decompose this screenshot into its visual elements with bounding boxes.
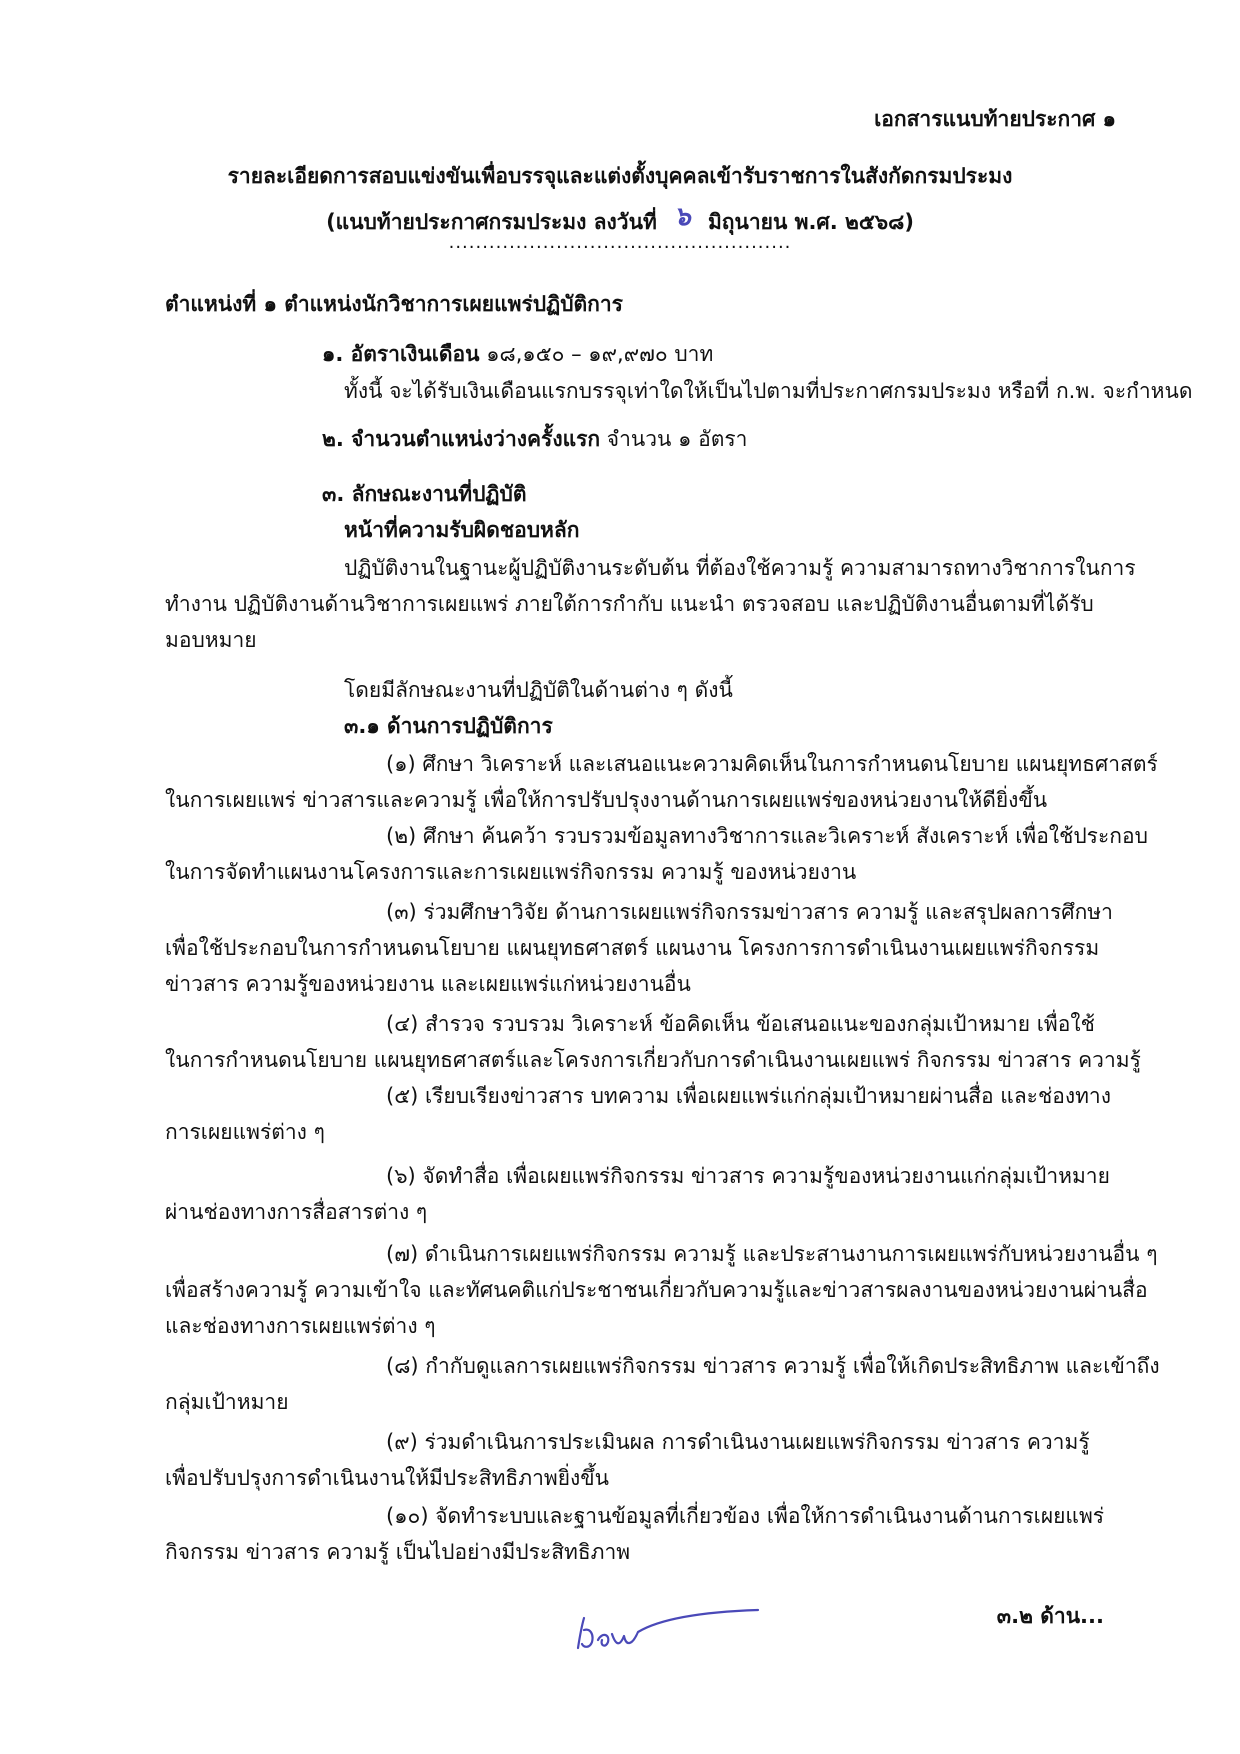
subtitle-prefix: (แนบท้ายประกาศกรมประมง ลงวันที่ [326,210,657,234]
salary-note: ทั้งนี้ จะได้รับเงินเดือนแรกบรรจุเท่าใดให้เป็นไปตามที่ประกาศกรมประมง หรือที่ ก.พ. จะกำหนด [344,379,1193,403]
duty-subheading: หน้าที่ความรับผิดชอบหลัก [344,518,580,542]
salary-value: ๑๘,๑๕๐ – ๑๙,๙๗๐ บาท [486,342,714,366]
item-first-line: (๑๐) จัดทำระบบและฐานข้อมูลที่เกี่ยวข้อง เพื่อให้การดำเนินงานด้านการเผยแพร่ [386,1504,1105,1528]
signature-initials [568,1590,768,1660]
position-heading: ตำแหน่งที่ ๑ ตำแหน่งนักวิชาการเผยแพร่ปฏิบัติการ [165,292,623,316]
vacancy-value: จำนวน ๑ อัตรา [606,427,748,451]
item-cont-line: ในการกำหนดนโยบาย แผนยุทธศาสตร์และโครงการเกี่ยวกับการดำเนินงานเผยแพร่ กิจกรรม ข่าวสาร ความรู้ [165,1048,1141,1072]
item-cont-line: ในการจัดทำแผนงานโครงการและการเผยแพร่กิจกรรม ความรู้ ของหน่วยงาน [165,860,857,884]
item-first-line: (๕) เรียบเรียงข่าวสาร บทความ เพื่อเผยแพร่แก่กลุ่มเป้าหมายผ่านสื่อ และช่องทาง [386,1084,1111,1108]
duty-para-line3: มอบหมาย [165,628,257,652]
item-first-line: (๒) ศึกษา ค้นคว้า รวบรวมข้อมูลทางวิชาการและวิเคราะห์ สังเคราะห์ เพื่อใช้ประกอบ [386,824,1148,848]
separator-dots: ................................................... [448,232,792,253]
item-cont-line: และช่องทางการเผยแพร่ต่าง ๆ [165,1314,436,1338]
item-first-line: (๖) จัดทำสื่อ เพื่อเผยแพร่กิจกรรม ข่าวสาร ความรู้ของหน่วยงานแก่กลุ่มเป้าหมาย [386,1164,1110,1188]
item-cont-line: กิจกรรม ข่าวสาร ความรู้ เป็นไปอย่างมีประสิทธิภาพ [165,1540,631,1564]
area-heading: ๓.๑ ด้านการปฏิบัติการ [344,714,553,738]
item-cont-line: เพื่อใช้ประกอบในการกำหนดนโยบาย แผนยุทธศาสตร์ แผนงาน โครงการการดำเนินงานเผยแพร่กิจกรรม [165,936,1100,960]
item-first-line: (๘) กำกับดูแลการเผยแพร่กิจกรรม ข่าวสาร ความรู้ เพื่อให้เกิดประสิทธิภาพ และเข้าถึง [386,1354,1160,1378]
item-cont-line: กลุ่มเป้าหมาย [165,1390,289,1414]
item-cont-line: ผ่านช่องทางการสื่อสารต่าง ๆ [165,1200,428,1224]
duty-para-line1: ปฏิบัติงานในฐานะผู้ปฏิบัติงานระดับต้น ที่ต้องใช้ความรู้ ความสามารถทางวิชาการในการ [344,556,1136,580]
duty-heading: ๓. ลักษณะงานที่ปฏิบัติ [322,482,527,506]
item-cont-line: ในการเผยแพร่ ข่าวสารและความรู้ เพื่อให้การปรับปรุงงานด้านการเผยแพร่ของหน่วยงานให้ดียิ่งขึ้น [165,788,1048,812]
item-first-line: (๑) ศึกษา วิเคราะห์ และเสนอแนะความคิดเห็นในการกำหนดนโยบาย แผนยุทธศาสตร์ [386,752,1158,776]
item-first-line: (๓) ร่วมศึกษาวิจัย ด้านการเผยแพร่กิจกรรมข่าวสาร ความรู้ และสรุปผลการศึกษา [386,900,1113,924]
item-cont-line: การเผยแพร่ต่าง ๆ [165,1120,325,1144]
vacancy-label: ๒. จำนวนตำแหน่งว่างครั้งแรก [322,427,601,451]
areas-intro: โดยมีลักษณะงานที่ปฏิบัติในด้านต่าง ๆ ดังนี้ [344,678,733,702]
salary-line [322,338,713,371]
handwritten-day: ๖ [674,202,691,232]
item-cont-line: เพื่อปรับปรุงการดำเนินงานให้มีประสิทธิภาพยิ่งขึ้น [165,1466,609,1490]
attachment-label: เอกสารแนบท้ายประกาศ ๑ [874,107,1116,131]
continuation-marker: ๓.๒ ด้าน... [996,1604,1104,1628]
item-first-line: (๔) สำรวจ รวบรวม วิเคราะห์ ข้อคิดเห็น ข้อเสนอแนะของกลุ่มเป้าหมาย เพื่อใช้ [386,1012,1095,1036]
vacancy-line [322,423,747,456]
salary-label: ๑. อัตราเงินเดือน [322,342,480,366]
subtitle-suffix: มิถุนายน พ.ศ. ๒๕๖๘) [707,210,914,234]
duty-para-line2: ทำงาน ปฏิบัติงานด้านวิชาการเผยแพร่ ภายใต้การกำกับ แนะนำ ตรวจสอบ และปฏิบัติงานอื่นตามที่ได้รับ [165,592,1094,616]
item-first-line: (๗) ดำเนินการเผยแพร่กิจกรรม ความรู้ และประสานงานการเผยแพร่กับหน่วยงานอื่น ๆ [386,1242,1158,1266]
document-title: รายละเอียดการสอบแข่งขันเพื่อบรรจุและแต่งตั้งบุคคลเข้ารับราชการในสังกัดกรมประมง [227,164,1013,188]
item-first-line: (๙) ร่วมดำเนินการประเมินผล การดำเนินงานเผยแพร่กิจกรรม ข่าวสาร ความรู้ [386,1430,1090,1454]
item-cont-line: ข่าวสาร ความรู้ของหน่วยงาน และเผยแพร่แก่หน่วยงานอื่น [165,972,691,996]
item-cont-line: เพื่อสร้างความรู้ ความเข้าใจ และทัศนคติแก่ประชาชนเกี่ยวกับความรู้และข่าวสารผลงานของหน่วยงานผ่านสื่อ [165,1278,1148,1302]
